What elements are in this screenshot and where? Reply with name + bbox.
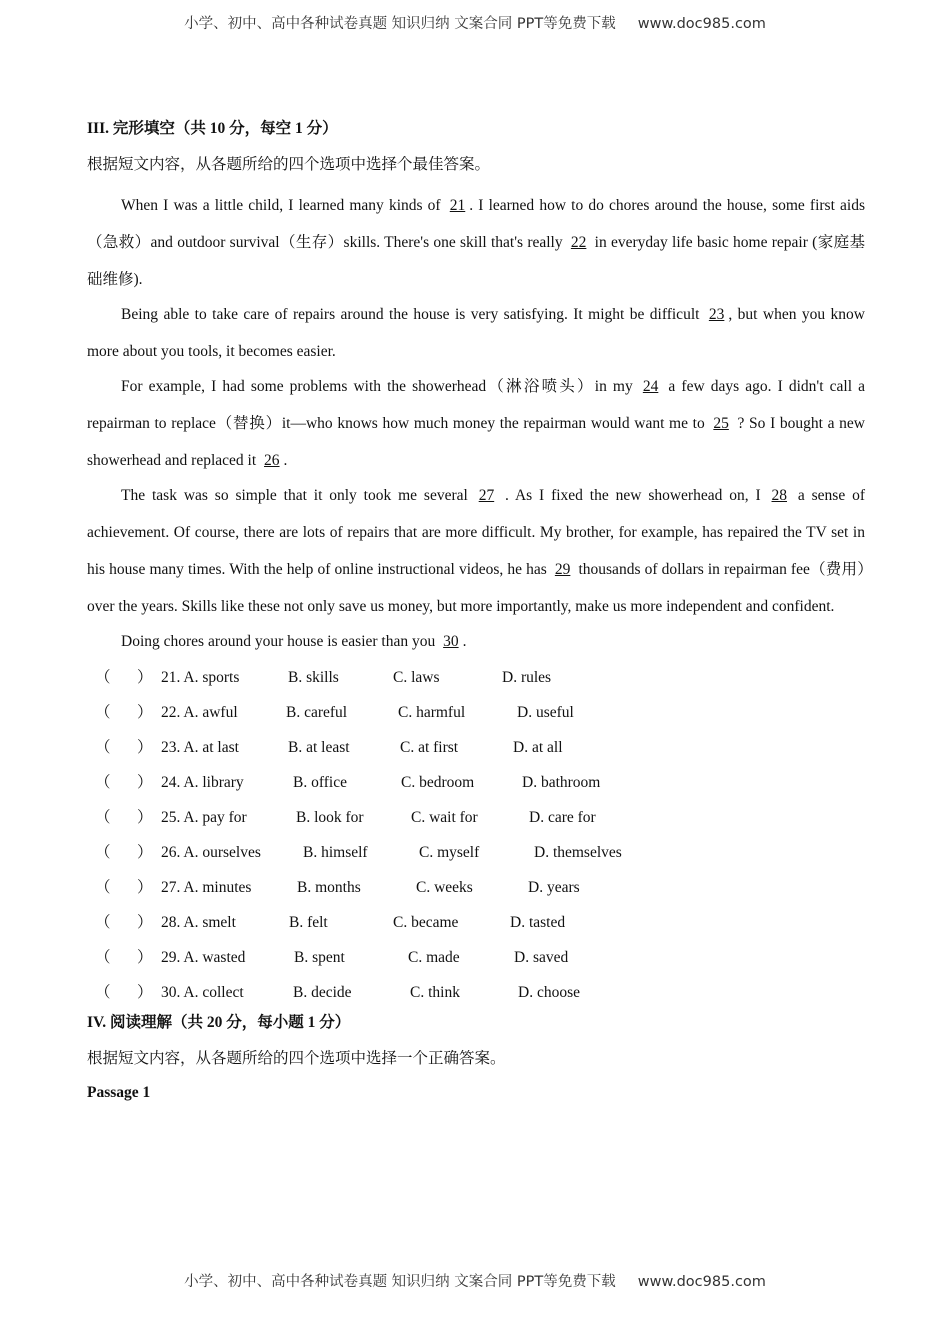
option-d: D. choose: [518, 984, 580, 1001]
answer-paren-right: ）: [137, 984, 153, 1001]
blank-29: 29: [554, 561, 571, 578]
option-b: B. spent: [294, 949, 345, 966]
section-4-title: IV. 阅读理解（共 20 分，每小题 1 分）: [87, 1014, 351, 1031]
blank-28: 28: [771, 487, 788, 504]
answer-paren-right: ）: [137, 809, 153, 826]
blank-21: 21: [449, 197, 466, 214]
option-b: B. at least: [288, 739, 350, 756]
text-run: ? So I bought a new showerhead and replaced it: [87, 415, 865, 469]
option-d: D. useful: [517, 704, 574, 721]
paragraph-4: [87, 477, 865, 625]
question-26: [87, 835, 865, 870]
question-number-option-a: 22. A. awful: [161, 704, 238, 721]
page-footer: [0, 1270, 950, 1291]
option-c: C. at first: [400, 739, 459, 756]
blank-22: 22: [570, 234, 587, 251]
paragraph-2: [87, 296, 865, 370]
text-run: The task was so simple that it only took me several: [121, 487, 475, 504]
answer-paren-right: ）: [137, 669, 153, 686]
option-b: B. felt: [289, 914, 328, 931]
option-b: B. months: [297, 879, 361, 896]
option-c: C. myself: [419, 844, 480, 861]
option-d: D. themselves: [534, 844, 622, 861]
option-b: B. skills: [288, 669, 339, 686]
blank-23: 23: [708, 306, 725, 323]
blank-26: 26: [264, 452, 280, 469]
option-c: C. made: [408, 949, 460, 966]
option-b: B. himself: [303, 844, 368, 861]
answer-paren-right: ）: [137, 774, 153, 791]
header-text: 小学、初中、高中各种试卷真题 知识归纳 文案合同 PPT等免费下载: [184, 16, 616, 32]
answer-paren-right: ）: [137, 949, 153, 966]
footer-url[interactable]: www.doc985.com: [637, 1274, 766, 1290]
option-d: D. bathroom: [522, 774, 601, 791]
answer-paren-right: ）: [137, 704, 153, 721]
answer-paren-left[interactable]: （: [95, 949, 111, 966]
question-23: [87, 730, 865, 765]
question-number-option-a: 26. A. ourselves: [161, 844, 261, 861]
option-c: C. laws: [393, 669, 440, 686]
text-run: thousands of dollars in repairman fee（费用）over the years. Skills like these not only save us money, but more importantly, make us more independent and confident.: [87, 561, 865, 615]
question-30: [87, 975, 865, 1010]
answer-paren-right: ）: [137, 844, 153, 861]
question-number-option-a: 27. A. minutes: [161, 879, 252, 896]
option-b: B. decide: [293, 984, 352, 1001]
answer-paren-left[interactable]: （: [95, 844, 111, 861]
text-run: a sense of achievement. Of course, there are lots of repairs that are more difficult. My brother, for example, has repaired the TV set in his house many times. With the help of online instructional videos, he has: [87, 487, 866, 578]
option-c: C. bedroom: [401, 774, 475, 791]
text-run: a few days ago. I didn't call a repairman to replace（替换）it—who knows how much money the repairman would want me to: [87, 378, 865, 432]
answer-paren-left[interactable]: （: [95, 739, 111, 756]
page-header: [0, 12, 950, 33]
text-run: Being able to take care of repairs around the house is very satisfying. It might be difficult: [121, 306, 705, 323]
answer-paren-left[interactable]: （: [95, 914, 111, 931]
blank-27: 27: [478, 487, 495, 504]
option-d: D. at all: [513, 739, 563, 756]
question-number-option-a: 30. A. collect: [161, 984, 244, 1001]
option-c: C. weeks: [416, 879, 473, 896]
question-number-option-a: 28. A. smelt: [161, 914, 236, 931]
text-run: For example, I had some problems with the showerhead（淋浴喷头）in my: [121, 378, 639, 395]
question-number-option-a: 29. A. wasted: [161, 949, 246, 966]
question-number-option-a: 21. A. sports: [161, 669, 240, 686]
answer-paren-left[interactable]: （: [95, 669, 111, 686]
section-4-instruction: 根据短文内容，从各题所给的四个选项中选择一个正确答案。: [87, 1050, 506, 1067]
option-d: D. years: [528, 879, 580, 896]
answer-paren-right: ）: [137, 739, 153, 756]
paragraph-1: [87, 187, 865, 298]
question-25: [87, 800, 865, 835]
option-b: B. careful: [286, 704, 348, 721]
option-c: C. wait for: [411, 809, 478, 826]
option-d: D. saved: [514, 949, 569, 966]
answer-paren-left[interactable]: （: [95, 809, 111, 826]
answer-paren-left[interactable]: （: [95, 984, 111, 1001]
option-d: D. rules: [502, 669, 552, 686]
text-run: , but when you know more about you tools, it becomes easier.: [87, 306, 865, 360]
question-21: [87, 660, 865, 695]
text-run: .: [283, 452, 288, 469]
option-b: B. office: [293, 774, 347, 791]
answer-paren-left[interactable]: （: [95, 704, 111, 721]
question-number-option-a: 23. A. at last: [161, 739, 239, 756]
paragraph-3: [87, 368, 865, 479]
section-3-instruction: 根据短文内容，从各题所给的四个选项中选择个最佳答案。: [87, 156, 491, 173]
text-run: . I learned how to do chores around the house, some first aids（急救）and outdoor survival（生存）skills. There's one skill that's really: [87, 197, 866, 251]
question-number-option-a: 24. A. library: [161, 774, 244, 791]
text-run: . As I fixed the new showerhead on, I: [498, 487, 768, 504]
blank-25: 25: [713, 415, 729, 432]
question-22: [87, 695, 865, 730]
option-c: C. harmful: [398, 704, 466, 721]
option-b: B. look for: [296, 809, 364, 826]
text-run: When I was a little child, I learned many kinds of: [121, 197, 446, 214]
answer-paren-left[interactable]: （: [95, 774, 111, 791]
question-28: [87, 905, 865, 940]
question-24: [87, 765, 865, 800]
document-body: [87, 118, 865, 1104]
answer-paren-right: ）: [137, 879, 153, 896]
question-list: [87, 660, 865, 1010]
question-27: [87, 870, 865, 905]
answer-paren-right: ）: [137, 914, 153, 931]
answer-paren-left[interactable]: （: [95, 879, 111, 896]
option-c: C. became: [393, 914, 459, 931]
option-d: D. care for: [529, 809, 596, 826]
header-url[interactable]: www.doc985.com: [637, 16, 766, 32]
passage-title: Passage 1: [87, 1084, 151, 1101]
option-c: C. think: [410, 984, 460, 1001]
blank-24: 24: [642, 378, 659, 395]
text-run: .: [462, 633, 467, 650]
text-run: Doing chores around your house is easier than you: [121, 633, 440, 650]
text-run: in everyday life basic home repair (家庭基础维修).: [87, 234, 865, 288]
section-3-title: III. 完形填空（共 10 分，每空 1 分）: [87, 120, 338, 137]
question-29: [87, 940, 865, 975]
footer-text: 小学、初中、高中各种试卷真题 知识归纳 文案合同 PPT等免费下载: [184, 1274, 616, 1290]
question-number-option-a: 25. A. pay for: [161, 809, 247, 826]
paragraph-5: [87, 623, 865, 660]
blank-30: 30: [443, 633, 459, 650]
option-d: D. tasted: [510, 914, 566, 931]
